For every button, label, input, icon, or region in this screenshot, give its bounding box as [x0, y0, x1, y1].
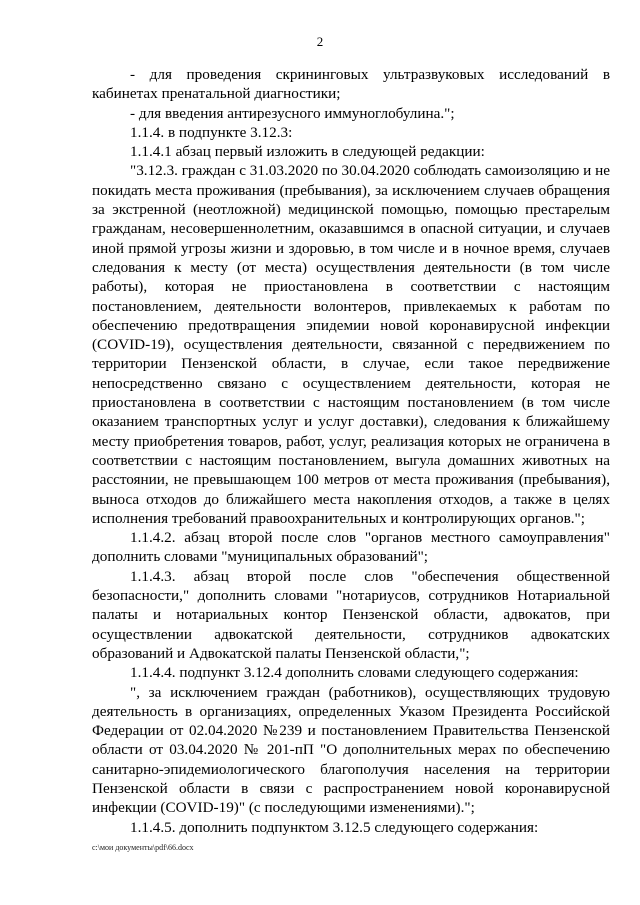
page-number: 2 [316, 34, 324, 49]
paragraph: 1.1.4.5. дополнить подпунктом 3.12.5 следующего содержания: [130, 818, 539, 836]
paragraph: 1.1.4.2. абзац второй после слов "органов местного самоуправления" дополнить словами "муниципальных образований"; [92, 529, 610, 566]
file-path-footer: c:\мои документы\pdf\66.docx [92, 843, 194, 852]
document-body [92, 65, 610, 837]
paragraph: - для введения антирезусного иммуноглобулина."; [130, 104, 455, 122]
paragraph: ", за исключением граждан (работников), осуществляющих трудовую деятельность в организациях, определенных Указом Президента Российской Федерации от 02.04.2020 №239 и постановлением Правительства Пензенской области от 03.04.2020 № 201-пП "О дополнительных мерах по обеспечению санитарно-эпидемиологического благополучия населения на территории Пензенской области в связи с распространением новой коронавирусной инфекции (COVID-19)" (с последующими изменениями)."; [92, 683, 610, 817]
paragraph: - для проведения скрининговых ультразвуковых исследований в кабинетах пренатальной диагностики; [92, 66, 610, 103]
paragraph: 1.1.4.4. подпункт 3.12.4 дополнить словами следующего содержания: [130, 664, 579, 682]
paragraph: "3.12.3. граждан с 31.03.2020 по 30.04.2020 соблюдать самоизоляцию и не покидать места проживания (пребывания), за исключением случаев обращения за экстренной (неотложной) медицинской помощью, помощью престарелым гражданам, несовершеннолетним, оказавшимся в опасной ситуации, и случаев иной прямой угрозы жизни и здоровью, в том числе и в ночное время, случаев следования к месту (от места) осуществления деятельности (в том числе работы), которая не приостановлена в соответствии с настоящим постановлением, деятельности волонтеров, привлекаемых к работам по обеспечению предотвращения эпидемии новой коронавирусной инфекции (COVID-19), осуществления деятельности, связанной с передвижением по территории Пензенской области, в случае, если такое передвижение непосредственно связано с осуществлением деятельности, которая не приостановлена в соответствии с настоящим постановлением (в том числе оказанием транспортных услуг и услуг доставки), следования к ближайшему месту приобретения товаров, работ, услуг, реализация которых не ограничена в соответствии с настоящим постановлением, выгула домашних животных на расстоянии, не превышающем 100 метров от места проживания (пребывания), выноса отходов до ближайшего места накопления отходов, а также в целях исполнения требований правоохранительных и контролирующих органов."; [92, 162, 610, 527]
paragraph: 1.1.4.1 абзац первый изложить в следующей редакции: [130, 143, 485, 161]
paragraph: 1.1.4. в подпункте 3.12.3: [130, 123, 293, 141]
paragraph: 1.1.4.3. абзац второй после слов "обеспечения общественной безопасности," дополнить словами "нотариусов, сотрудников Нотариальной палаты и нотариальных контор Пензенской области, адвокатов, при осуществлении адвокатской деятельности, сотрудников адвокатских образований и Адвокатской палаты Пензенской области,"; [92, 567, 610, 662]
